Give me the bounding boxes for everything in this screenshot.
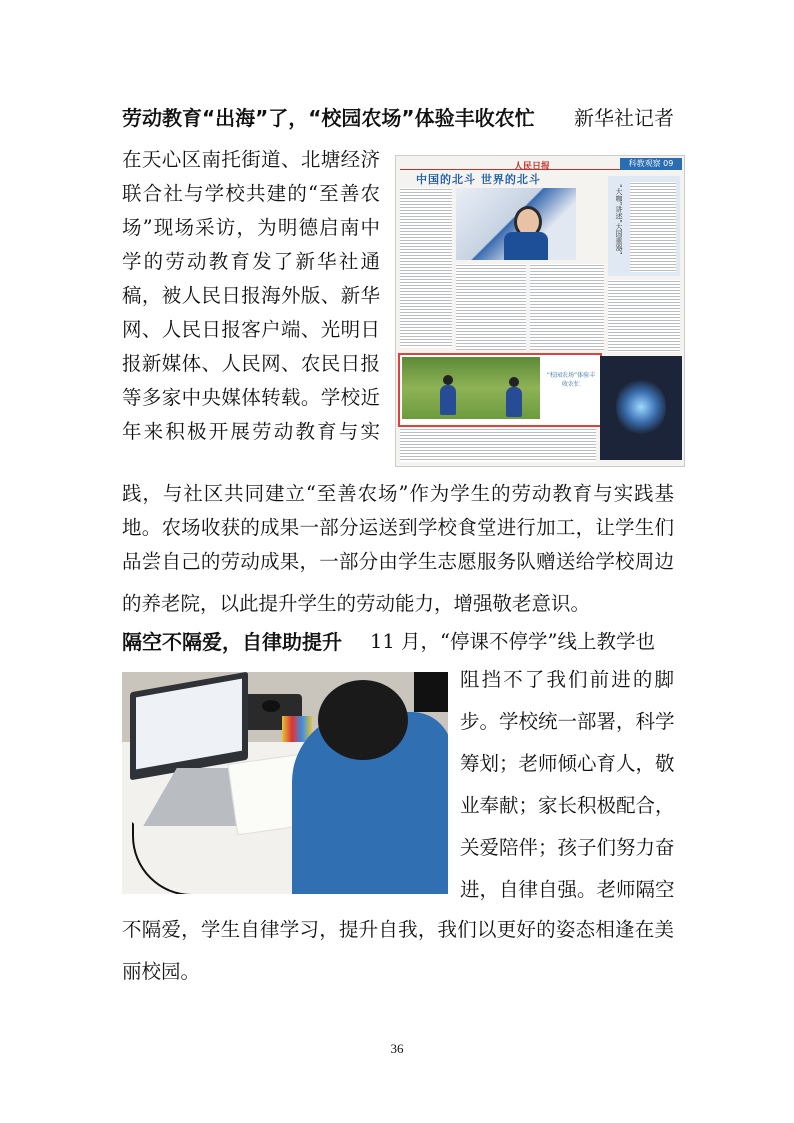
paragraph-line: 等多家中央媒体转载。学校近: [122, 386, 380, 409]
paragraph-line: 进，自律自强。老师隔空: [460, 878, 675, 901]
page-number: 36: [390, 1041, 404, 1056]
side-column: [608, 176, 680, 276]
newspaper-section: 科教观察 09: [620, 158, 682, 170]
photo-student-head: [318, 680, 408, 760]
text-column: [608, 280, 680, 352]
highlighted-article: [398, 353, 602, 427]
photo-laptop-screen: [136, 679, 242, 770]
student-figure: [506, 387, 522, 417]
text-column: [400, 188, 452, 348]
photo-mouse: [262, 700, 280, 712]
paragraph-line: 步。学校统一部署，科学: [460, 710, 675, 733]
paragraph-line: 践，与社区共同建立“至善农场”作为学生的劳动教育与实践基: [122, 482, 674, 505]
text-column: [530, 264, 604, 350]
student-figure: [440, 385, 456, 415]
text-column: [630, 182, 676, 272]
paragraph-line: 业奉献；家长积极配合，: [460, 794, 675, 817]
online-study-photo: [122, 672, 448, 894]
paragraph-line: 年来积极开展劳动教育与实: [122, 420, 380, 443]
photo-monitor: [414, 672, 448, 712]
newspaper-masthead: 人民日报: [514, 162, 551, 172]
text-column: [456, 264, 526, 350]
photo-figure-body: [504, 232, 548, 260]
side-caption: “大咖”讲述“大国重器”: [615, 184, 623, 255]
paragraph-line: 报新媒体、人民网、农民日报: [122, 352, 380, 375]
paragraph-line: 稿，被人民日报海外版、新华: [122, 284, 380, 307]
paragraph-line: 筹划；老师倾心育人，敬: [460, 752, 675, 775]
section1-byline: 新华社记者: [574, 106, 674, 130]
newspaper-clipping-image: [395, 155, 685, 467]
night-photo: [600, 356, 682, 460]
paragraph-line: 在天心区南托街道、北塘经济: [122, 148, 380, 171]
highlight-caption: “校园农场”体验丰收农忙: [546, 372, 596, 388]
newspaper-headline: 中国的北斗 世界的北斗: [416, 173, 541, 186]
student-head: [509, 377, 519, 387]
paragraph-line: 的养老院，以此提升学生的劳动能力，增强敬老意识。: [122, 592, 591, 615]
paragraph-line: 场”现场采访，为明德启南中: [122, 216, 380, 239]
paragraph-line: 关爱陪伴；孩子们努力奋: [460, 836, 675, 859]
night-glow: [616, 378, 666, 436]
paragraph-line: 网、人民日报客户端、光明日: [122, 318, 380, 341]
section2-title: 隔空不隔爱，自律助提升: [122, 630, 342, 654]
section1-title: 劳动教育“出海”了，“校园农场”体验丰收农忙: [122, 106, 535, 130]
section2-first-line: 11 月，“停课不停学”线上教学也: [370, 630, 655, 653]
paragraph-line: 品尝自己的劳动成果，一部分由学生志愿服务队赠送给学校周边: [122, 550, 674, 573]
paragraph-line: 联合社与学校共建的“至善农: [122, 182, 380, 205]
paragraph-line: 丽校园。: [122, 960, 201, 983]
paragraph-line: 阻挡不了我们前进的脚: [460, 668, 674, 691]
student-head: [443, 375, 453, 385]
paragraph-line: 不隔爱，学生自律学习，提升自我，我们以更好的姿态相逢在美: [122, 918, 674, 941]
paragraph-line: 学的劳动教育发了新华社通: [122, 250, 380, 273]
text-column: [400, 428, 596, 462]
paragraph-line: 地。农场收获的成果一部分运送到学校食堂进行加工，让学生们: [122, 516, 674, 539]
beidou-photo: [456, 188, 576, 260]
farm-photo: [402, 357, 540, 419]
